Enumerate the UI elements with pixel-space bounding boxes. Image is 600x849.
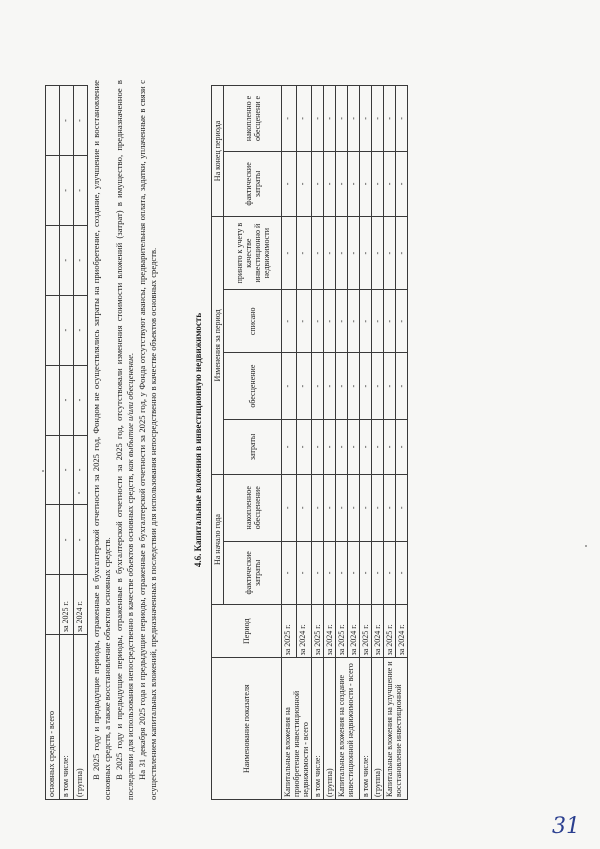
value-cell: -	[324, 151, 336, 216]
col-period-header: Период	[212, 605, 282, 658]
value-cell: -	[384, 474, 396, 541]
investment-property-table	[211, 85, 408, 800]
value-cell: -	[336, 474, 348, 541]
row-label: основных средств - всего	[46, 635, 60, 800]
value-cell: -	[348, 290, 360, 353]
paragraph-1: В 2025 году и предыдущие периоды, отраженные в бухгалтерской отчетности за 2025 год, Фондом не осуществлялись затраты на приобретение, создание, улучшение и восстановление основных средств, а также восстановление объектов основных средств.	[91, 80, 112, 800]
value-cell: -	[372, 474, 384, 541]
value-cell: -	[384, 353, 396, 420]
table-row	[282, 86, 297, 800]
start-accumulated-impairment-header: накопленное обесценение	[224, 474, 282, 541]
period-cell: за 2025 г.	[336, 605, 348, 658]
value-cell: -	[74, 86, 88, 156]
paragraph-2: В 2025 году и предыдущие периоды, отраженные в бухгалтерской отчетности за 2025 год, отсутствовали изменения стоимости вложений (затрат) в имущество, предназначенное в последствии для использования непосредственно в качестве объектов основных средств, как выбытие и/или обесценение.	[114, 80, 135, 800]
scan-speck	[42, 470, 44, 472]
table-row	[74, 86, 88, 800]
paragraph-3: На 31 декабря 2025 года и предыдущие периоды, отраженные в бухгалтерской отчетности за 2025 год, у Фонда отсутствуют авансы, предварительная оплата, задатки, уплаченные в связи с осуществлением капитальных вложений, предназначенных в последствии для использования непосредственно в качестве объектов основных средств.	[137, 80, 158, 800]
value-cell: -	[348, 474, 360, 541]
value-cell: -	[396, 86, 408, 152]
period-cell: за 2025 г.	[384, 605, 396, 658]
value-cell: -	[312, 290, 324, 353]
value-cell: -	[297, 474, 312, 541]
impairment-header: обесценение	[224, 353, 282, 420]
value-cell: -	[282, 353, 297, 420]
value-cell: -	[60, 365, 74, 435]
value-cell: -	[384, 151, 396, 216]
value-cell: -	[60, 295, 74, 365]
period-cell: за 2025 г.	[282, 605, 297, 658]
section-title: 4.6. Капитальные вложения в инвестиционную недвижимость	[193, 312, 203, 568]
table-row	[336, 86, 348, 800]
value-cell	[46, 505, 60, 575]
value-cell	[46, 155, 60, 225]
value-cell: -	[396, 290, 408, 353]
value-cell: -	[336, 353, 348, 420]
value-cell: -	[348, 151, 360, 216]
value-cell: -	[348, 419, 360, 474]
value-cell: -	[348, 541, 360, 605]
value-cell: -	[74, 505, 88, 575]
value-cell: -	[74, 435, 88, 505]
value-cell: -	[297, 419, 312, 474]
value-cell: -	[312, 474, 324, 541]
value-cell: -	[396, 474, 408, 541]
indicator-name: (группа)	[372, 658, 384, 800]
value-cell: -	[396, 216, 408, 289]
value-cell: -	[312, 419, 324, 474]
table-row	[360, 86, 372, 800]
value-cell: -	[336, 151, 348, 216]
value-cell: -	[348, 216, 360, 289]
value-cell	[46, 86, 60, 156]
value-cell: -	[282, 151, 297, 216]
row-period: за 2025 г.	[60, 575, 74, 635]
value-cell: -	[60, 86, 74, 156]
row-label: (группа)	[74, 635, 88, 800]
value-cell: -	[372, 541, 384, 605]
scan-speck	[585, 545, 587, 547]
period-cell: за 2024 г.	[297, 605, 312, 658]
value-cell: -	[282, 86, 297, 152]
table-row	[324, 86, 336, 800]
table-row	[384, 86, 396, 800]
value-cell: -	[60, 155, 74, 225]
value-cell: -	[324, 474, 336, 541]
value-cell: -	[372, 419, 384, 474]
period-cell: за 2024 г.	[396, 605, 408, 658]
value-cell: -	[324, 216, 336, 289]
value-cell: -	[297, 290, 312, 353]
end-of-period-header: На конец периода	[212, 86, 224, 217]
period-cell: за 2024 г.	[348, 605, 360, 658]
value-cell: -	[60, 505, 74, 575]
row-period: за 2024 г.	[74, 575, 88, 635]
written-off-header: списано	[224, 290, 282, 353]
value-cell: -	[324, 541, 336, 605]
value-cell: -	[312, 86, 324, 152]
value-cell: -	[396, 151, 408, 216]
value-cell: -	[74, 225, 88, 295]
value-cell: -	[348, 353, 360, 420]
period-cell: за 2024 г.	[324, 605, 336, 658]
value-cell: -	[360, 541, 372, 605]
indicator-name: (группа)	[324, 658, 336, 800]
row-period	[46, 575, 60, 635]
value-cell: -	[372, 353, 384, 420]
period-cell: за 2025 г.	[312, 605, 324, 658]
accepted-header: принято к учету в качестве инвестиционно й недвижимости	[224, 216, 282, 289]
value-cell: -	[297, 151, 312, 216]
value-cell: -	[336, 290, 348, 353]
value-cell: -	[312, 541, 324, 605]
value-cell: -	[372, 216, 384, 289]
row-label: в том числе:	[60, 635, 74, 800]
value-cell: -	[396, 353, 408, 420]
end-accumulated-impairment-header: накопленно е обесценени е	[224, 86, 282, 152]
period-cell: за 2025 г.	[360, 605, 372, 658]
value-cell: -	[312, 216, 324, 289]
value-cell: -	[297, 86, 312, 152]
value-cell: -	[384, 419, 396, 474]
value-cell: -	[384, 216, 396, 289]
value-cell: -	[384, 86, 396, 152]
indicator-name: Капитальные вложения на улучшение и восстановление инвестиционной	[384, 658, 408, 800]
end-actual-costs-header: фактические затраты	[224, 151, 282, 216]
value-cell: -	[324, 86, 336, 152]
value-cell: -	[372, 290, 384, 353]
value-cell: -	[336, 216, 348, 289]
value-cell: -	[360, 353, 372, 420]
value-cell: -	[360, 290, 372, 353]
changes-header: Изменения за период	[212, 216, 224, 474]
value-cell: -	[384, 541, 396, 605]
value-cell	[46, 435, 60, 505]
indicator-name: Капитальные вложения на создание инвестиционной недвижимости - всего	[336, 658, 360, 800]
value-cell: -	[312, 353, 324, 420]
page-number: 31	[552, 814, 580, 839]
value-cell: -	[297, 541, 312, 605]
rotated-content	[45, 20, 575, 810]
value-cell: -	[360, 86, 372, 152]
start-of-year-header: На начало года	[212, 474, 224, 604]
value-cell: -	[372, 86, 384, 152]
col-name-header: Наименование показателя	[212, 658, 282, 800]
value-cell: -	[282, 541, 297, 605]
period-cell: за 2024 г.	[372, 605, 384, 658]
value-cell: -	[396, 541, 408, 605]
value-cell: -	[360, 474, 372, 541]
indicator-name: Капитальные вложения на приобретение инвестиционной недвижимости - всего	[282, 658, 312, 800]
value-cell: -	[336, 541, 348, 605]
value-cell	[46, 225, 60, 295]
value-cell: -	[360, 151, 372, 216]
value-cell: -	[384, 290, 396, 353]
fixed-assets-continuation-table	[45, 85, 88, 800]
value-cell: -	[324, 419, 336, 474]
scan-speck	[78, 492, 80, 494]
value-cell: -	[372, 151, 384, 216]
value-cell: -	[396, 419, 408, 474]
value-cell: -	[324, 353, 336, 420]
value-cell: -	[60, 225, 74, 295]
table-row	[312, 86, 324, 800]
start-actual-costs-header: фактические затраты	[224, 541, 282, 605]
value-cell: -	[336, 419, 348, 474]
table-row	[372, 86, 384, 800]
value-cell: -	[297, 216, 312, 289]
value-cell: -	[282, 290, 297, 353]
value-cell	[46, 365, 60, 435]
value-cell: -	[282, 419, 297, 474]
value-cell: -	[74, 365, 88, 435]
value-cell: -	[74, 155, 88, 225]
indicator-name: в том числе:	[312, 658, 324, 800]
indicator-name: в том числе:	[360, 658, 372, 800]
value-cell: -	[360, 419, 372, 474]
table-row	[60, 86, 74, 800]
value-cell: -	[348, 86, 360, 152]
value-cell: -	[74, 295, 88, 365]
costs-header: затраты	[224, 419, 282, 474]
value-cell: -	[282, 474, 297, 541]
value-cell: -	[360, 216, 372, 289]
value-cell	[46, 295, 60, 365]
value-cell: -	[312, 151, 324, 216]
value-cell: -	[297, 353, 312, 420]
table-row	[46, 86, 60, 800]
value-cell: -	[336, 86, 348, 152]
value-cell: -	[324, 290, 336, 353]
value-cell: -	[282, 216, 297, 289]
value-cell: -	[60, 435, 74, 505]
